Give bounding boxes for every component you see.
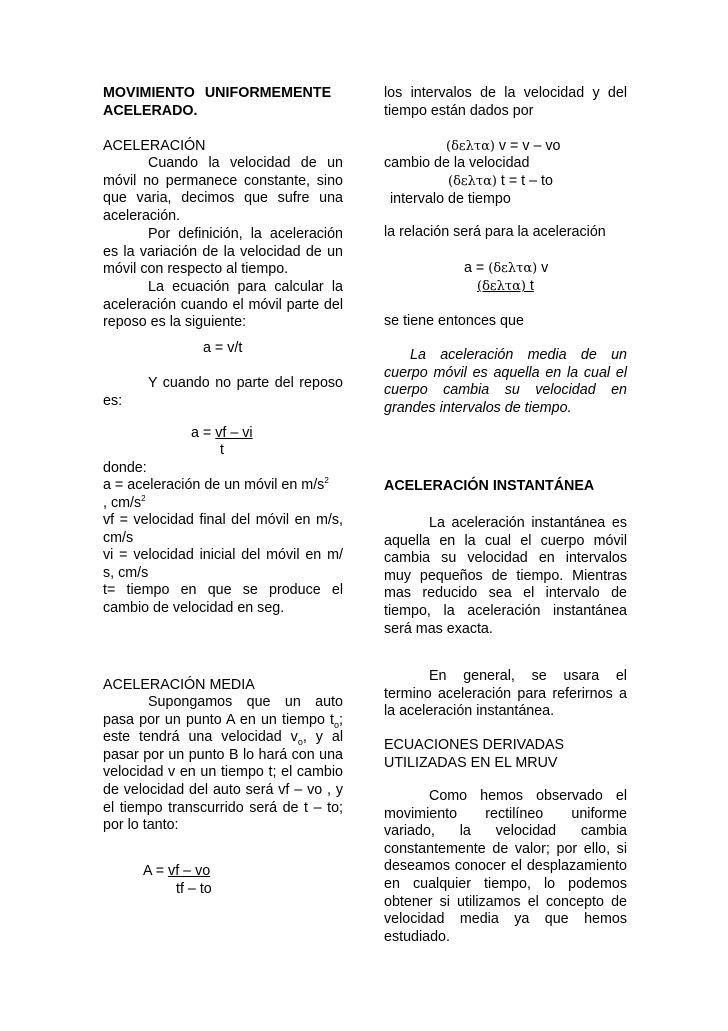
- delta-symbol-num: (δελτα): [488, 261, 538, 276]
- paragraph-not-rest: Y cuando no parte del reposo es:: [103, 375, 343, 409]
- media-sub-o1: o: [334, 719, 340, 730]
- paragraph-media-definition: La aceleración media de un cuerpo móvil es aquella en la cual el cuerpo cambia su velocidad en grandes intervalos de tiempo.: [384, 347, 627, 416]
- acceleration-fraction: [464, 260, 627, 278]
- section-heading-ecuaciones: ECUACIONES DERIVADAS UTILIZADAS EN EL MRUV: [384, 737, 565, 771]
- delta-v-description: cambio de la velocidad: [384, 155, 530, 171]
- paragraph-instantanea-1: La aceleración instantánea es aquella en la cual el cuerpo móvil cambia su velocidad en intervalos muy pequeños de tiempo. Mientras mas reducido sea el intervalo de tiempo, la aceleración instantánea será mas exacta.: [384, 515, 627, 637]
- media-text-c: , y al pasar por un punto B lo hará con una velocidad v en un tiempo t; el cambio de velocidad del auto será vf – vo , y el tiempo transcurrido será de t – to; por lo tanto:: [103, 729, 343, 834]
- media-text-a: Supongamos que un auto pasa por un punto A en un tiempo t: [103, 694, 343, 728]
- def-a-sup: 2: [324, 476, 329, 486]
- def-a-tail-sup: 2: [141, 493, 146, 503]
- definition-vi: vi = velocidad inicial del móvil en m/ s, cm/s: [103, 547, 343, 581]
- def-a-tail: , cm/s: [103, 494, 142, 511]
- acc-numerator-tail: v: [537, 260, 549, 276]
- eq3-numerator: vf – vo: [168, 863, 211, 879]
- equation-vf-vo: [143, 863, 343, 881]
- def-a-text: a = aceleración de un móvil en m/s: [103, 477, 325, 493]
- eq3-denominator: tf – to: [176, 881, 212, 897]
- document-title: [103, 85, 343, 120]
- delta-t-text: t = t – to: [500, 173, 553, 189]
- definition-t: t= tiempo en que se produce el cambio de velocidad en seg.: [103, 582, 343, 616]
- paragraph-acc-1: Cuando la velocidad de un móvil no permanece constante, sino que varia, decimos que sufre una aceleración.: [103, 155, 343, 224]
- paragraph-ecuaciones: Como hemos observado el movimiento rectilíneo uniforme variado, la velocidad cambia constantemente de valor; por ello, si deseamos conocer el desplazamiento en cualquier tiempo, lo podemos obtener si utilizamos el concepto de velocidad media ya que hemos estudiado.: [384, 788, 627, 945]
- acc-prefix: a =: [464, 260, 489, 276]
- delta-symbol-v: (δελτα): [446, 139, 495, 154]
- delta-v-equation: [446, 138, 627, 156]
- delta-t-equation: [448, 173, 627, 191]
- section-heading-aceleracion: ACELERACIÓN: [103, 138, 206, 154]
- eq2-denominator: t: [220, 442, 224, 458]
- section-heading-media: ACELERACIÓN MEDIA: [103, 677, 255, 693]
- donde-label: donde:: [103, 460, 147, 476]
- delta-v-text: v = v – vo: [498, 138, 561, 154]
- paragraph-acc-2: Por definición, la aceleración es la variación de la velocidad de un móvil con respecto al tiempo.: [103, 226, 343, 278]
- paragraph-entonces: se tiene entonces que: [384, 313, 524, 329]
- eq2-prefix: a =: [191, 425, 216, 441]
- delta-symbol-t: (δελτα): [448, 174, 497, 189]
- delta-t-description: intervalo de tiempo: [390, 191, 511, 207]
- section-heading-instantanea: ACELERACIÓN INSTANTÁNEA: [384, 478, 595, 494]
- definition-a: [103, 477, 343, 512]
- equation-vf-vi: [191, 425, 343, 443]
- eq2-numerator: vf – vi: [215, 425, 253, 441]
- acc-denominator-tail: t: [525, 278, 534, 294]
- title-line-1: MOVIMIENTO UNIFORMEMENTE: [103, 85, 332, 101]
- acc-denominator: [477, 278, 627, 296]
- definition-vf: vf = velocidad final del móvil en m/s, cm/s: [103, 512, 343, 546]
- media-sub-o2: o: [297, 737, 303, 748]
- delta-symbol-den: (δελτα): [477, 279, 526, 294]
- paragraph-media: [103, 694, 343, 835]
- eq3-prefix: A =: [143, 863, 169, 879]
- paragraph-relation: la relación será para la aceleración: [384, 224, 606, 240]
- equation-a-v-t: a = v/t: [203, 340, 243, 356]
- title-line-2: ACELERADO.: [103, 102, 198, 119]
- media-text-b: ; este tendrá una velocidad v: [103, 711, 343, 746]
- paragraph-intervals: los intervalos de la velocidad y del tiempo están dados por: [384, 85, 627, 119]
- paragraph-instantanea-2: En general, se usara el termino aceleración para referirnos a la aceleración instantánea.: [384, 668, 627, 720]
- paragraph-acc-3: La ecuación para calcular la aceleración cuando el móvil parte del reposo es la siguiente:: [103, 279, 343, 331]
